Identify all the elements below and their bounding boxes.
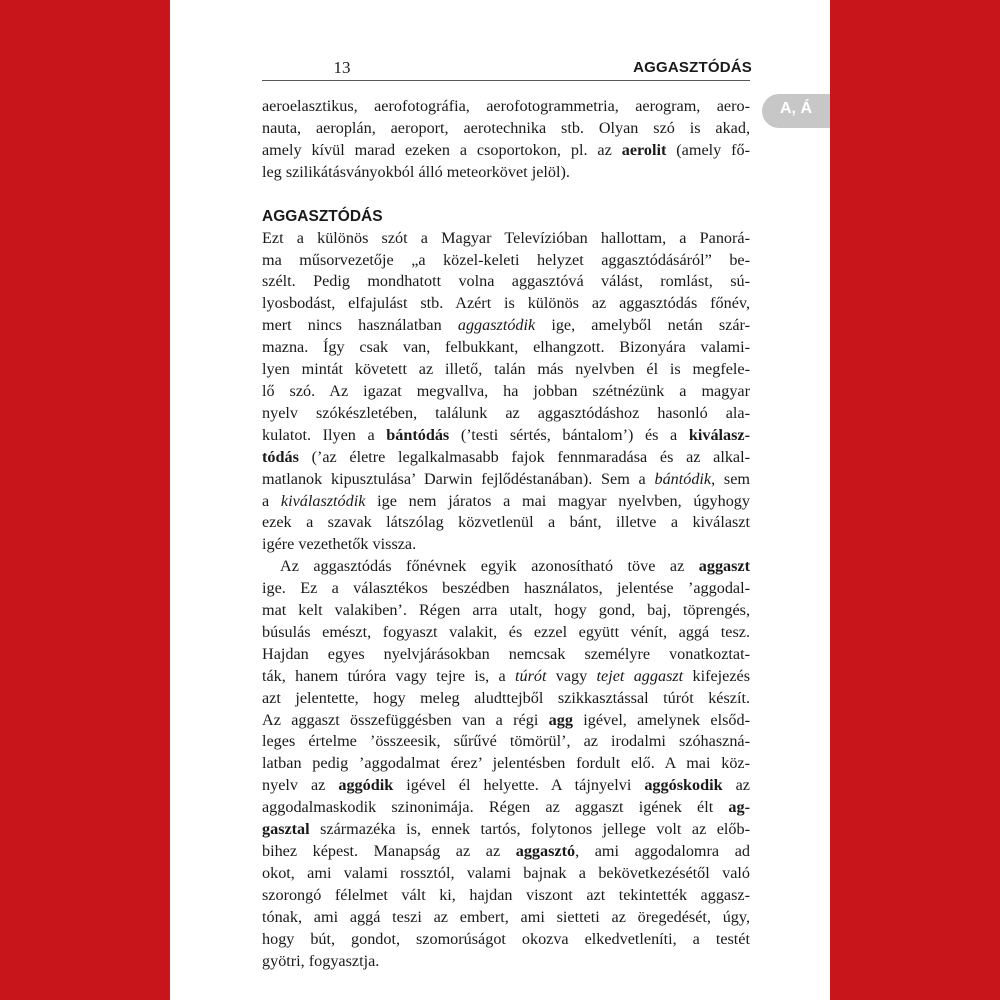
italic-term: kiválasztódik	[280, 491, 366, 510]
text-line: Ezt a különös szót a Magyar Televízióban hallottam, a Panorá-	[262, 228, 750, 247]
text-line: szélt. Pedig mondhatott volna aggasztóvá válást, romlást, sú-	[262, 272, 750, 291]
text-line: amely kívül marad ezeken a csoportokon, pl. az aerolit (amely fő-	[262, 140, 751, 159]
header-rule	[262, 80, 750, 81]
bold-term: bántódás	[386, 425, 450, 444]
entry-title: AGGASZTÓDÁS	[262, 207, 383, 225]
italic-term: tejet aggaszt	[596, 666, 684, 685]
running-head: AGGASZTÓDÁS	[633, 59, 752, 76]
text-line: aeroelasztikus, aerofotográfia, aerofotogrammetria, aerogram, aero-	[262, 97, 750, 115]
text-line: mat kelt valakiben’. Régen arra utalt, hogy gond, baj, töprengés,	[262, 601, 750, 620]
text-line: ige. Ez a választékos beszédben használatos, jelentése ’aggodal-	[262, 579, 750, 598]
text-line: kulatot. Ilyen a bántódás (’testi sértés, bántalom’) és a kiválasz-	[262, 425, 750, 444]
text-line: ma műsorvezetője „a közel-keleti helyzet aggasztódásáról” be-	[262, 250, 750, 269]
text-line: aggodalmaskodik szinonimája. Régen az aggaszt igének élt ag-	[262, 798, 750, 817]
bold-term: agg	[548, 710, 573, 729]
text-line: mert nincs használatban aggasztódik ige, amelyből netán szár-	[262, 316, 750, 335]
text-line: hogy bút, gondot, szomorúságot okozva elkedvetleníti, a testét	[262, 929, 750, 948]
text-line: Az aggasztódás főnévnek egyik azonosítható töve az aggaszt	[280, 557, 750, 576]
text-line: okot, ami valami rossztól, valami bajnak a bekövetkezésétől való	[262, 863, 750, 882]
text-line: búsulás emészt, fogyaszt valakit, és ezzel együtt vénít, aggá tesz.	[262, 622, 750, 641]
text-line: a kiválasztódik ige nem járatos a mai magyar nyelvben, úgyhogy	[262, 491, 750, 510]
thumb-index-label: A, Á	[780, 100, 812, 117]
text-line: tónak, ami aggá teszi az embert, ami sietteti az öregedését, úgy,	[262, 907, 750, 926]
bold-term: aggódik	[338, 776, 394, 795]
text-line: nauta, aeroplán, aeroport, aerotechnika stb. Olyan szó is akad,	[262, 118, 750, 137]
text-line: leg szilikátásványokból álló meteorkövet jelöl).	[262, 162, 570, 181]
text-line: gyötri, fogyasztja.	[262, 951, 380, 970]
text-line: lyen mintát követett az illető, talán más nyelvben él is megfele-	[262, 360, 750, 379]
italic-term: túrót	[514, 666, 547, 685]
text-line: lő szó. Az igazat megvallva, ha jobban szétnézünk a magyar	[262, 381, 750, 400]
bold-term: ag-	[728, 798, 750, 817]
bold-term: gasztal	[262, 820, 310, 839]
bold-term: aerolit	[621, 140, 667, 159]
text-line: gasztal származéka is, ennek tartós, folytonos jellege volt az előb-	[262, 820, 750, 839]
page-number: 13	[333, 58, 351, 77]
thumb-index-tab	[762, 94, 830, 128]
text-line: ták, hanem túróra vagy tejre is, a túrót vagy tejet aggaszt kifejezés	[262, 666, 751, 685]
bold-term: aggóskodik	[644, 776, 723, 795]
italic-term: aggasztódik	[457, 316, 536, 335]
text-line: mazna. Így csak van, felbukkant, elhangzott. Bizonyára valami-	[262, 338, 750, 357]
page-body	[262, 96, 750, 972]
entry-paragraph-2	[262, 556, 750, 972]
bold-term: aggaszt	[698, 557, 750, 576]
text-line: szorongó félelmet vált ki, hajdan viszont azt tekintették aggasz-	[262, 885, 750, 904]
text-line: tódás (’az életre legalkalmasabb fajok fennmaradása és az alkal-	[262, 447, 750, 466]
text-line: azt jelentette, hogy meleg aludttejből szikkasztással túrót készít.	[262, 688, 750, 707]
text-line: nyelv az aggódik igével él helyette. A tájnyelvi aggóskodik az	[262, 776, 750, 795]
intro-paragraph	[262, 96, 750, 184]
text-line: leges értelme ’összeesik, sűrűvé tömörül’, az irodalmi szóhaszná-	[262, 732, 750, 751]
text-line: ezek a szavak látszólag közvetlenül a bánt, illetve a kiválaszt	[262, 513, 750, 532]
bold-term: kiválasz-	[688, 425, 750, 444]
text-line: matlanok kipusztulása’ Darwin fejlődéstanában). Sem a bántódik, sem	[262, 469, 750, 488]
text-line: igére vezethetők vissza.	[262, 535, 417, 554]
text-line: Hajdan egyes nyelvjárásokban nemcsak személyre vonatkoztat-	[262, 644, 750, 663]
text-line: latban pedig ’aggodalmat érez’ jelentésben fordult elő. A mai köz-	[262, 754, 750, 773]
italic-term: bántódik	[654, 469, 712, 488]
entry-paragraph-1	[262, 228, 750, 557]
bold-term: tódás	[262, 447, 299, 466]
text-line: bihez képest. Manapság az az aggasztó, ami aggodalomra ad	[262, 842, 750, 860]
text-line: Az aggaszt összefüggésben van a régi agg igével, amelynek elsőd-	[262, 710, 750, 729]
text-line: lyosbodást, elfajulást stb. Azért is különös az aggasztódás főnév,	[262, 294, 750, 313]
bold-term: aggasztó	[515, 842, 576, 860]
text-line: nyelv szókészletében, találunk az aggasztódáshoz hasonló ala-	[262, 403, 750, 422]
